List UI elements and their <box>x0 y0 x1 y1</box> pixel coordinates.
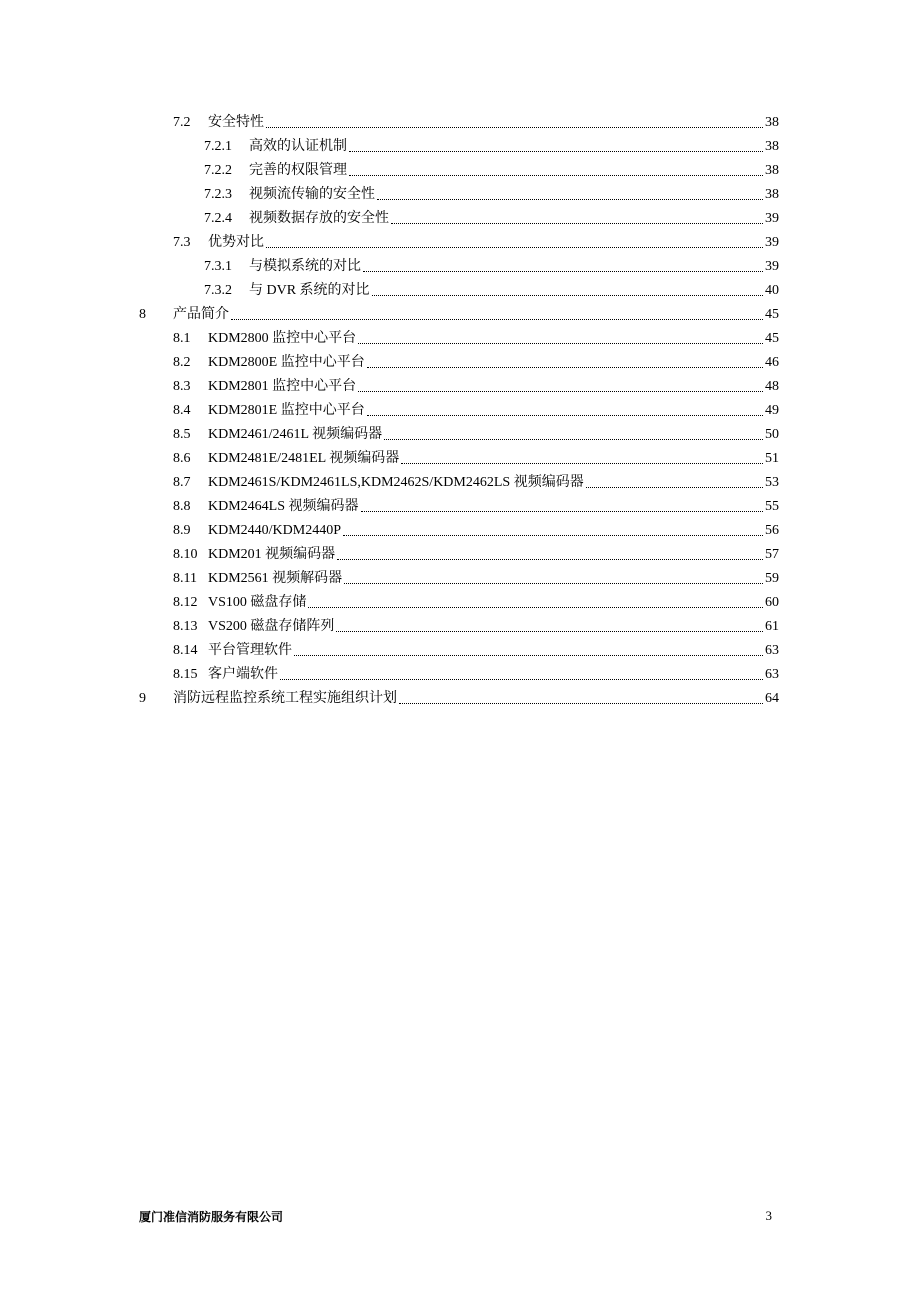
toc-entry-number: 9 <box>139 691 146 706</box>
toc-entry[interactable] <box>0 252 920 276</box>
toc-entry-number: 8.3 <box>173 379 191 394</box>
toc-entry-page: 50 <box>765 427 779 442</box>
toc-entry-page: 38 <box>765 139 779 154</box>
toc-entry-page: 45 <box>765 331 779 346</box>
toc-dot-leader <box>363 270 763 272</box>
toc-entry-page: 61 <box>765 619 779 634</box>
toc-entry-title: 视频流传输的安全性 <box>249 187 375 202</box>
toc-entry-page: 38 <box>765 163 779 178</box>
toc-entry-page: 60 <box>765 595 779 610</box>
toc-entry[interactable] <box>0 180 920 204</box>
toc-entry-number: 8.13 <box>173 619 198 634</box>
toc-entry[interactable] <box>0 420 920 444</box>
toc-entry[interactable] <box>0 396 920 420</box>
toc-entry[interactable] <box>0 204 920 228</box>
toc-dot-leader <box>280 678 763 680</box>
toc-entry-title: KDM2461S/KDM2461LS,KDM2462S/KDM2462LS 视频编码器 <box>208 475 584 490</box>
toc-entry-number: 7.2.2 <box>204 163 232 178</box>
toc-entry-number: 8 <box>139 307 146 322</box>
toc-dot-leader <box>361 510 763 512</box>
toc-dot-leader <box>377 198 763 200</box>
toc-entry-number: 7.3.1 <box>204 259 232 274</box>
toc-entry-title: 安全特性 <box>208 115 264 130</box>
toc-entry-title: KDM2800 监控中心平台 <box>208 331 357 346</box>
toc-entry-number: 7.2.1 <box>204 139 232 154</box>
page-footer <box>139 1208 772 1225</box>
toc-dot-leader <box>231 318 763 320</box>
toc-entry-page: 51 <box>765 451 779 466</box>
toc-entry-title: KDM2464LS 视频编码器 <box>208 499 359 514</box>
toc-dot-leader <box>294 654 763 656</box>
toc-dot-leader <box>367 414 763 416</box>
toc-entry-page: 39 <box>765 259 779 274</box>
toc-entry-number: 7.2 <box>173 115 191 130</box>
toc-entry-title: 客户端软件 <box>208 667 278 682</box>
toc-entry-title: VS200 磁盘存储阵列 <box>208 619 335 634</box>
toc-entry-number: 8.10 <box>173 547 198 562</box>
toc-dot-leader <box>349 174 763 176</box>
toc-entry[interactable] <box>0 444 920 468</box>
toc-entry-number: 8.8 <box>173 499 191 514</box>
toc-entry-title: 完善的权限管理 <box>249 163 347 178</box>
toc-entry[interactable] <box>0 660 920 684</box>
toc-entry-title: KDM2800E 监控中心平台 <box>208 355 365 370</box>
toc-entry-title: KDM2440/KDM2440P <box>208 523 342 538</box>
toc-entry-title: 与模拟系统的对比 <box>249 259 361 274</box>
toc-dot-leader <box>384 438 763 440</box>
toc-dot-leader <box>586 486 763 488</box>
toc-entry-number: 8.5 <box>173 427 191 442</box>
toc-entry-number: 8.7 <box>173 475 191 490</box>
toc-entry-page: 40 <box>765 283 779 298</box>
toc-entry-title: KDM201 视频编码器 <box>208 547 336 562</box>
toc-entry-page: 45 <box>765 307 779 322</box>
toc-entry-number: 8.6 <box>173 451 191 466</box>
toc-entry-number: 8.12 <box>173 595 198 610</box>
toc-entry-number: 8.9 <box>173 523 191 538</box>
toc-entry-title: 平台管理软件 <box>208 643 292 658</box>
toc-dot-leader <box>372 294 763 296</box>
toc-dot-leader <box>336 630 763 632</box>
toc-entry[interactable] <box>0 468 920 492</box>
toc-entry[interactable] <box>0 324 920 348</box>
toc-entry-number: 7.2.4 <box>204 211 232 226</box>
toc-entry-number: 8.11 <box>173 571 197 586</box>
toc-entry-page: 48 <box>765 379 779 394</box>
toc-entry[interactable] <box>0 516 920 540</box>
toc-entry[interactable] <box>0 156 920 180</box>
toc-entry-page: 57 <box>765 547 779 562</box>
toc-entry-number: 8.4 <box>173 403 191 418</box>
toc-entry-number: 8.15 <box>173 667 198 682</box>
toc-dot-leader <box>358 342 763 344</box>
toc-dot-leader <box>349 150 763 152</box>
toc-entry-number: 8.1 <box>173 331 191 346</box>
toc-entry[interactable] <box>0 636 920 660</box>
toc-entry[interactable] <box>0 492 920 516</box>
toc-entry-number: 7.3 <box>173 235 191 250</box>
table-of-contents <box>0 108 920 708</box>
toc-dot-leader <box>358 390 763 392</box>
toc-entry[interactable] <box>0 588 920 612</box>
toc-entry[interactable] <box>0 348 920 372</box>
toc-entry-number: 7.2.3 <box>204 187 232 202</box>
toc-dot-leader <box>337 558 763 560</box>
toc-entry-title: KDM2801 监控中心平台 <box>208 379 357 394</box>
toc-entry-title: VS100 磁盘存储 <box>208 595 307 610</box>
toc-entry[interactable] <box>0 132 920 156</box>
toc-dot-leader <box>401 462 763 464</box>
toc-entry-number: 8.14 <box>173 643 198 658</box>
toc-dot-leader <box>344 582 763 584</box>
footer-company-name: 厦门准信消防服务有限公司 <box>139 1210 284 1224</box>
toc-entry[interactable] <box>0 276 920 300</box>
toc-dot-leader <box>343 534 763 536</box>
toc-entry-page: 64 <box>765 691 779 706</box>
toc-entry-title: 产品简介 <box>173 307 229 322</box>
toc-entry-title: 视频数据存放的安全性 <box>249 211 389 226</box>
toc-dot-leader <box>266 246 763 248</box>
toc-entry-number: 7.3.2 <box>204 283 232 298</box>
toc-entry[interactable] <box>0 564 920 588</box>
toc-entry-page: 39 <box>765 235 779 250</box>
toc-entry-title: 消防远程监控系统工程实施组织计划 <box>173 691 397 706</box>
toc-entry-title: KDM2561 视频解码器 <box>208 571 343 586</box>
toc-entry-page: 53 <box>765 475 779 490</box>
toc-entry[interactable] <box>0 372 920 396</box>
toc-entry[interactable] <box>0 300 920 324</box>
toc-dot-leader <box>308 606 763 608</box>
toc-entry-page: 63 <box>765 643 779 658</box>
toc-dot-leader <box>266 126 763 128</box>
toc-entry-title: 高效的认证机制 <box>249 139 347 154</box>
toc-dot-leader <box>391 222 763 224</box>
toc-dot-leader <box>399 702 763 704</box>
toc-entry-page: 63 <box>765 667 779 682</box>
toc-entry-title: KDM2481E/2481EL 视频编码器 <box>208 451 400 466</box>
toc-entry-page: 38 <box>765 187 779 202</box>
toc-entry-page: 38 <box>765 115 779 130</box>
toc-entry-page: 55 <box>765 499 779 514</box>
toc-entry-page: 49 <box>765 403 779 418</box>
toc-entry[interactable] <box>0 684 920 708</box>
toc-entry[interactable] <box>0 540 920 564</box>
toc-entry-title: KDM2801E 监控中心平台 <box>208 403 365 418</box>
toc-entry[interactable] <box>0 228 920 252</box>
toc-entry-page: 59 <box>765 571 779 586</box>
toc-entry-page: 46 <box>765 355 779 370</box>
toc-entry-page: 39 <box>765 211 779 226</box>
footer-page-number: 3 <box>765 1208 772 1223</box>
toc-entry[interactable] <box>0 612 920 636</box>
toc-entry-number: 8.2 <box>173 355 191 370</box>
toc-entry-title: 与 DVR 系统的对比 <box>249 283 370 298</box>
toc-entry[interactable] <box>0 108 920 132</box>
toc-entry-page: 56 <box>765 523 779 538</box>
toc-entry-title: KDM2461/2461L 视频编码器 <box>208 427 383 442</box>
toc-entry-title: 优势对比 <box>208 235 264 250</box>
toc-dot-leader <box>367 366 763 368</box>
